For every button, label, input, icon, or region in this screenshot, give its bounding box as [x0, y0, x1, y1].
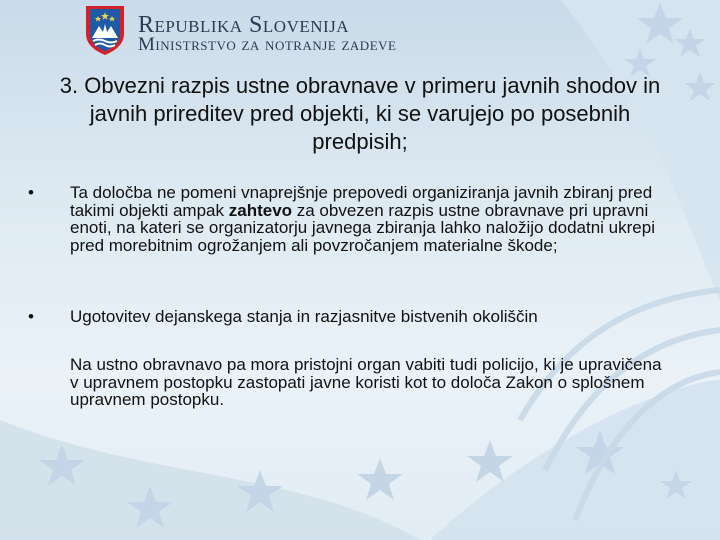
bullet-marker: • [28, 307, 34, 326]
header [0, 0, 720, 64]
slide-title: 3. Obvezni razpis ustne obravnave v primeru javnih shodov in javnih prireditev pred objekti, ki se varujejo po posebnih predpisih; [59, 73, 661, 154]
star-icon [467, 440, 513, 482]
bullet-text [70, 184, 666, 254]
star-icon [357, 458, 403, 500]
bullet-emphasis: zahtevo [228, 200, 293, 220]
bullet-text-part: Ta določba ne pomeni vnaprejšnje prepovedi organiziranja javnih zbiranj pred takimi objekti ampak [70, 183, 653, 220]
bullet-text-part: za obvezen razpis ustne obravnave pri upravni enoti, na kateri se organizatorju javnega zbiranja lahko naložijo dodatni ukrepi pred morebitnim ogrožanjem ali povzročanjem materialne škode; [70, 200, 655, 255]
coat-of-arms-icon [84, 4, 126, 56]
body-paragraph: Na ustno obravnavo pa mora pristojni organ vabiti tudi policijo, ki je upravičena v upravnem postopku zastopati javne koristi kot to določa Zakon o splošnem upravnem postopku. [70, 355, 662, 409]
bullet-text: Ugotovitev dejanskega stanja in razjasnitve bistvenih okoliščin [70, 307, 538, 326]
swoosh-shape [0, 420, 420, 540]
organization-name: Republika Slovenija [138, 12, 350, 38]
ministry-name: Ministrstvo za notranje zadeve [138, 34, 397, 55]
bullet-marker: • [28, 183, 34, 202]
